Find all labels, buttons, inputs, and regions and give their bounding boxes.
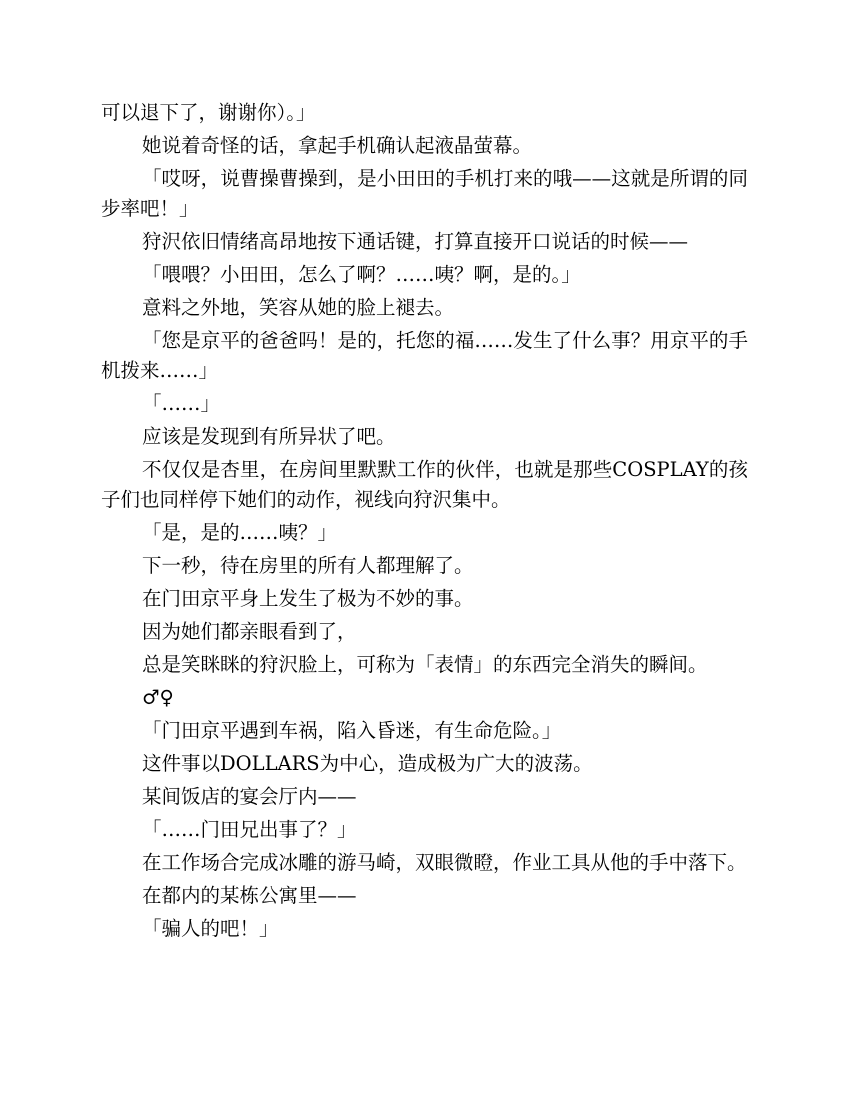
paragraph: 「您是京平的爸爸吗！是的，托您的福……发生了什么事？用京平的手机拨来……」 bbox=[101, 329, 748, 382]
paragraph: 总是笑眯眯的狩沢脸上，可称为「表情」的东西完全消失的瞬间。 bbox=[142, 653, 708, 676]
body-text bbox=[101, 98, 748, 947]
paragraph: 意料之外地，笑容从她的脸上褪去。 bbox=[142, 296, 455, 319]
paragraph: 「是，是的……咦？」 bbox=[142, 521, 338, 544]
paragraph: 在门田京平身上发生了极为不妙的事。 bbox=[142, 587, 474, 610]
paragraph: 某间饭店的宴会厅内—— bbox=[142, 785, 357, 808]
paragraph: 「……」 bbox=[142, 392, 221, 415]
paragraph: 因为她们都亲眼看到了， bbox=[142, 620, 357, 643]
paragraph: 她说着奇怪的话，拿起手机确认起液晶萤幕。 bbox=[142, 134, 533, 157]
section-divider-symbol: ♂♀ bbox=[142, 686, 174, 709]
paragraph: 可以退下了，谢谢你）。」 bbox=[101, 101, 316, 124]
paragraph: 「门田京平遇到车祸，陷入昏迷，有生命危险。」 bbox=[142, 719, 562, 742]
paragraph: 下一秒，待在房里的所有人都理解了。 bbox=[142, 554, 474, 577]
paragraph: 「……门田兄出事了？」 bbox=[142, 818, 357, 841]
paragraph: 「喂喂？小田田，怎么了啊？……咦？啊，是的。」 bbox=[142, 263, 581, 286]
paragraph: 在都内的某栋公寓里—— bbox=[142, 884, 357, 907]
paragraph: 应该是发现到有所异状了吧。 bbox=[142, 425, 396, 448]
paragraph: 这件事以DOLLARS为中心，造成极为广大的波荡。 bbox=[142, 752, 593, 775]
paragraph: 不仅仅是杏里，在房间里默默工作的伙伴，也就是那些COSPLAY的孩子们也同样停下她们的动作，视线向狩沢集中。 bbox=[101, 458, 748, 511]
paragraph: 狩沢依旧情绪高昂地按下通话键，打算直接开口说话的时候—— bbox=[142, 230, 689, 253]
paragraph: 「哎呀，说曹操曹操到，是小田田的手机打来的哦——这就是所谓的同步率吧！」 bbox=[101, 167, 748, 220]
paragraph: 「骗人的吧！」 bbox=[142, 917, 279, 940]
paragraph: 在工作场合完成冰雕的游马崎，双眼微瞪，作业工具从他的手中落下。 bbox=[142, 851, 747, 874]
